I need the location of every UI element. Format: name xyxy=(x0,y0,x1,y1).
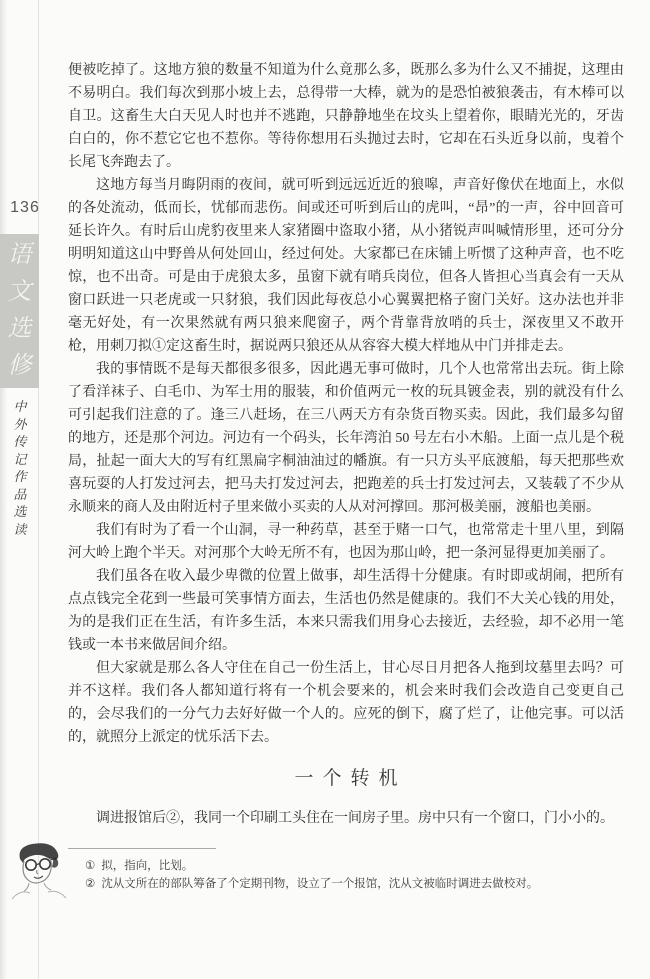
section-heading: 一个转机 xyxy=(294,768,407,789)
body-paragraph: 这地方每当月晦阴雨的夜间，就可听到远远近近的狼嗥，声音好像伏在地面上，水似的各处流动，低而长，忧郁而悲伤。间或还可听到后山的虎叫，“昂”的一声，谷中回音可延长许久。有时后山虎豹夜里来人家猪圈中盗取小猪，从小猪锐声叫喊情形里，还可分分明明知道这山中野兽从何处回山，经过何处。大家都已在床铺上听惯了这种声音，也不吃惊，也不出奇。可是由于虎狼太多，虽窗下就有哨兵岗位，但各人皆担心当真会有一天从窗口跃进一只老虎或一只豺狼，我们因此每夜总小心翼翼把格子窗门关好。这办法也并非毫无好处，有一次果然就有两只狼来爬窗子，两个背靠背放哨的兵士，深夜里又不敢开枪，用刺刀拟①定这畜生时，据说两只狼还从从容容大模大样地从中门并排走去。 xyxy=(68,178,624,354)
footnote-divider xyxy=(68,848,216,849)
body-paragraph: 我们有时为了看一个山洞，寻一种药草，甚至于赌一口气，也常常走十里八里，到隔河大岭上跑个半天。对河那个大岭无所不有，也因为那山岭，把一条河显得更加美丽了。 xyxy=(68,523,624,561)
footnote-item xyxy=(68,875,624,893)
course-subtitle: 中外传记作品选读 xyxy=(13,399,27,537)
series-label: 语文选修 xyxy=(7,242,32,379)
body-paragraph: 但大家就是那么各人守住在自己一份生活上，甘心尽日月把各人拖到坟墓里去吗？可并不这样。我们各人都知道行将有一个机会要来的，机会来时我们会改造自己变更自己的，会尽我们的一分气力去好好做一个人的。应死的倒下，腐了烂了，让他完事。可以活的，就照分上派定的忧乐活下去。 xyxy=(68,661,624,745)
body-paragraph: 便被吃掉了。这地方狼的数量不知道为什么竟那么多，既那么多为什么又不捕捉，这理由不易明白。我们每次到那小坡上去，总得带一大棒，就为的是恐怕被狼袭击，有木棒可以自卫。这畜生大白天见人时也并不逃跑，只静静地坐在坟头上望着你，眼睛光光的，牙齿白白的，你不惹它它也不惹你。等待你想用石头抛过去时，它却在石头近身以前，曳着个长尾飞奔跑去了。 xyxy=(68,63,624,170)
author-portrait-sketch xyxy=(4,841,74,907)
body-paragraph: 我们虽各在收入最少卑微的位置上做事，却生活得十分健康。有时即或胡闹，把所有点点钱完全花到一些最可笑事情方面去，生活也仍然是健康的。我们不大关心钱的用处，为的是我们正在生活，有许多生活，本来只需我们用身心去接近，去经验，却不必用一笔钱或一本书来做居间介绍。 xyxy=(68,569,624,653)
footnote-text: 沈从文所在的部队筹备了个定期刊物，设立了一个报馆，沈从文被临时调进去做校对。 xyxy=(101,878,539,890)
section-first-paragraph: 调进报馆后②，我同一个印刷工头住在一间房子里。房中只有一个窗口，门小小的。 xyxy=(96,811,614,826)
body-paragraph: 我的事情既不是每天都很多很多，因此遇无事可做时，几个人也常常出去玩。街上除了看洋袜子、白毛巾、为军士用的服装，和价值两元一枚的玩具镀金表，别的就没有什么可引起我们注意的了。逢三八赶场，在三八两天方有杂货百物买卖。因此，我们最多勾留的地方，还是那个河边。河边有一个码头，长年湾泊 50 号左右小木船。上面一点儿是个税局，扯起一面大大的写有红黑扁字桐油油过的幡旗。有一只方头平底渡船，每天把那些欢喜玩耍的人打发过河去，把马夫打发过河去，把跑差的兵士打发过河去，又装载了不少从永顺来的商人及由附近村子里来做小买卖的人从对河撑回。那河极美丽，渡船也美丽。 xyxy=(68,362,624,515)
footnote-item xyxy=(68,857,624,875)
binding-edge-line xyxy=(38,0,39,979)
footnote-text: 拟，指向，比划。 xyxy=(101,860,194,872)
page-left-edge-shade xyxy=(0,0,7,979)
footnotes-block xyxy=(68,848,624,893)
body-text-column xyxy=(68,59,624,830)
series-label-box xyxy=(0,234,39,388)
footnote-marker: ② xyxy=(85,878,96,890)
footnote-marker: ① xyxy=(85,860,96,872)
page-number: 136 xyxy=(10,199,40,216)
